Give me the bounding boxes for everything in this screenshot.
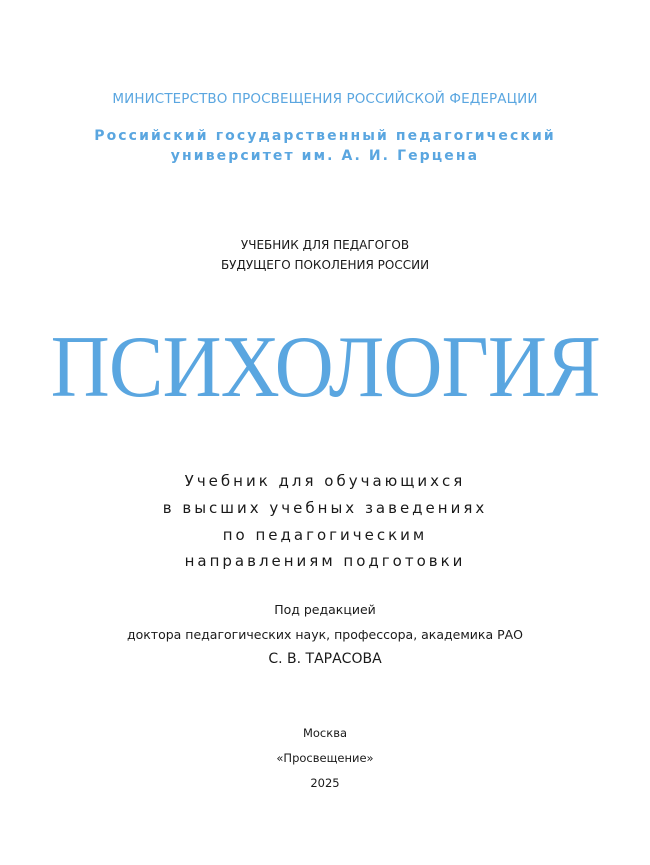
imprint-city: Москва: [302, 726, 348, 740]
university-name-line2: университет им. А. И. Герцена: [170, 148, 480, 164]
book-title-text: ПСИХОЛОГИЯ: [50, 319, 600, 416]
editor-credentials: доктора педагогических наук, профессора, академика РАО: [126, 627, 524, 642]
book-title: [0, 318, 650, 418]
imprint-year: 2025: [310, 776, 340, 790]
editor-label: Под редакцией: [274, 602, 376, 617]
description-line: направлениям подготовки: [184, 552, 466, 570]
imprint-publisher: «Просвещение»: [276, 751, 374, 765]
description-line: по педагогическим: [222, 526, 428, 544]
university-name-line1: Российский государственный педагогический: [94, 128, 556, 144]
description-line: Учебник для обучающихся: [184, 472, 466, 490]
series-title-line1: УЧЕБНИК ДЛЯ ПЕДАГОГОВ: [240, 238, 410, 252]
editor-name: С. В. ТАРАСОВА: [268, 651, 382, 667]
series-title-line2: БУДУЩЕГО ПОКОЛЕНИЯ РОССИИ: [220, 258, 430, 272]
ministry-name: МИНИСТЕРСТВО ПРОСВЕЩЕНИЯ РОССИЙСКОЙ ФЕДЕРАЦИИ: [112, 91, 538, 107]
description-line: в высших учебных заведениях: [162, 499, 488, 517]
